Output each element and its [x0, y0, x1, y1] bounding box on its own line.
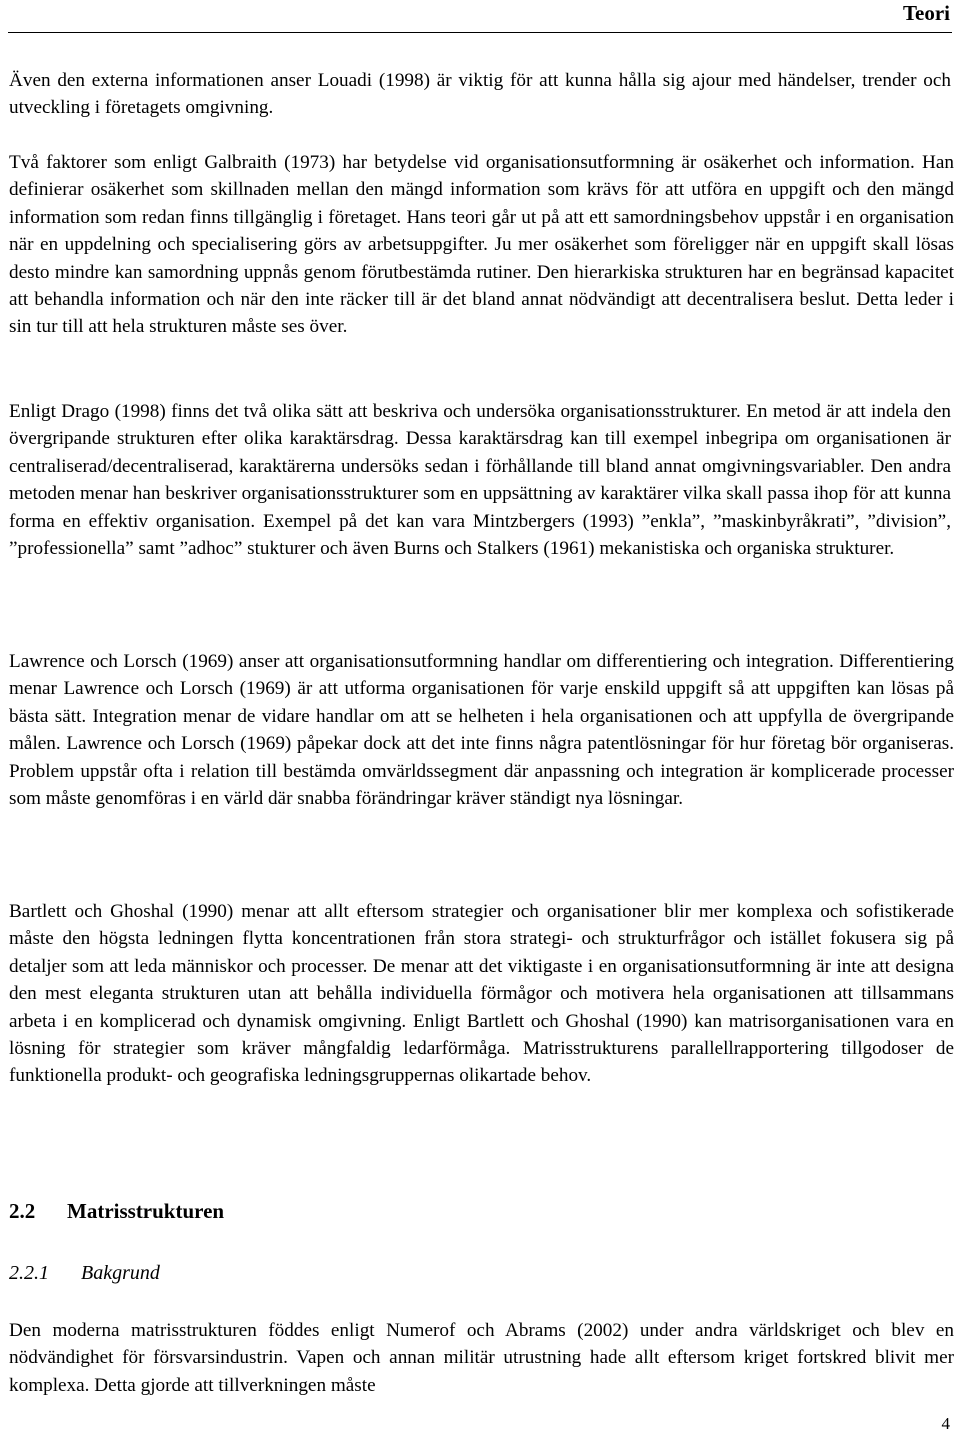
paragraph-drago: Enligt Drago (1998) finns det två olika sätt att beskriva och undersöka organisationsstrukturer. En metod är att indela den övergripande strukturen efter olika karaktärsdrag. Dessa karaktärsdrag kan till exempel inbegripa om organisationen är centraliserad/decentraliserad, karaktärerna undersöks sedan i förhållande till bland annat omgivningsvariabler. Den andra metoden menar han beskriver organisationsstrukturer som en uppsättning av karaktärer vilka skall passa ihop för att kunna forma en effektiv organisation. Exempel på det kan vara Mintzbergers (1993) ”enkla”, ”maskinbyråkrati”, ”division”, ”professionella” samt ”adhoc” stukturer och även Burns och Stalkers (1961) mekanistiska och organiska strukturer. — [9, 401, 951, 560]
page-number: 4 — [941, 1414, 950, 1433]
paragraph-lawrence-lorsch: Lawrence och Lorsch (1969) anser att organisationsutformning handlar om differentiering och integration. Differentiering menar Lawrence och Lorsch (1969) är att utforma organisationen för varje enskild uppgift så att uppgiften kan lösas på bästa sätt. Integration menar de vidare handlar om att se helheten i hela organisationen och att uppfylla de övergripande målen. Lawrence och Lorsch (1969) påpekar dock att det inte finns några patentlösningar för hur företag bör organiseras. Problem uppstår ofta i relation till bestämda omvärldssegment där anpassning och integration är komplicerade processer som måste genomföras i en värld där snabba förändringar kräver ständigt nya lösningar. — [9, 651, 954, 810]
paragraph-galbraith: Två faktorer som enligt Galbraith (1973) har betydelse vid organisationsutformning är osäkerhet och information. Han definierar osäkerhet som skillnaden mellan den mängd information som krävs för att utföra en uppgift och den mängd information som redan finns tillgänglig i företaget. Hans teori går ut på att ett samordningsbehov uppstår i en organisation när en uppdelning och specialisering görs av arbetsuppgifter. Ju mer osäkerhet som föreligger när en uppgift skall lösas desto mindre kan samordning uppnås genom förutbestämda rutiner. Den hierarkiska strukturen har en begränsad kapacitet att behandla information och när den inte räcker till är det bland annat nödvändigt att decentralisera beslut. Detta leder i sin tur till att hela strukturen måste ses över. — [9, 152, 954, 338]
running-header-title: Teori — [902, 1, 950, 25]
subsection-heading — [9, 1259, 160, 1287]
paragraph-bakgrund: Den moderna matrisstrukturen föddes enligt Numerof och Abrams (2002) under andra världskriget och blev en nödvändighet för försvarsindustrin. Vapen och annan militär utrustning hade allt eftersom kriget fortskred blivit mer komplexa. Detta gjorde att tillverkningen måste — [9, 1320, 954, 1396]
header-divider — [8, 32, 952, 33]
paragraph-bartlett-ghoshal: Bartlett och Ghoshal (1990) menar att allt eftersom strategier och organisationer blir mer komplexa och sofistikerade måste den högsta ledningen flytta koncentrationen från stora strategi- och strukturfrågor och istället fokusera sig på detaljer som att leda människor och processer. De menar att det viktigaste i en organisationsutformning är inte att designa den mest eleganta strukturen utan att behålla individuella förmågor och motivera hela organisationen att tillsammans arbeta i en komplicerad och dynamisk omgivning. Enligt Bartlett och Ghoshal (1990) kan matrisorganisationen vara en lösning för strategier som kräver mångfaldig ledarförmåga. Matrisstrukturens parallellrapportering tillgodoser de funktionella produkt- och geografiska ledningsgruppernas olikartade behov. — [9, 901, 954, 1087]
subsection-title: Bakgrund — [81, 1262, 160, 1284]
subsection-number: 2.2.1 — [9, 1262, 49, 1284]
section-number: 2.2 — [9, 1199, 36, 1223]
paragraph-louadi: Även den externa informationen anser Louadi (1998) är viktig för att kunna hålla sig ajour med händelser, trender och utveckling i företagets omgivning. — [9, 70, 951, 119]
section-title: Matrisstrukturen — [67, 1199, 225, 1223]
section-heading — [9, 1197, 224, 1225]
